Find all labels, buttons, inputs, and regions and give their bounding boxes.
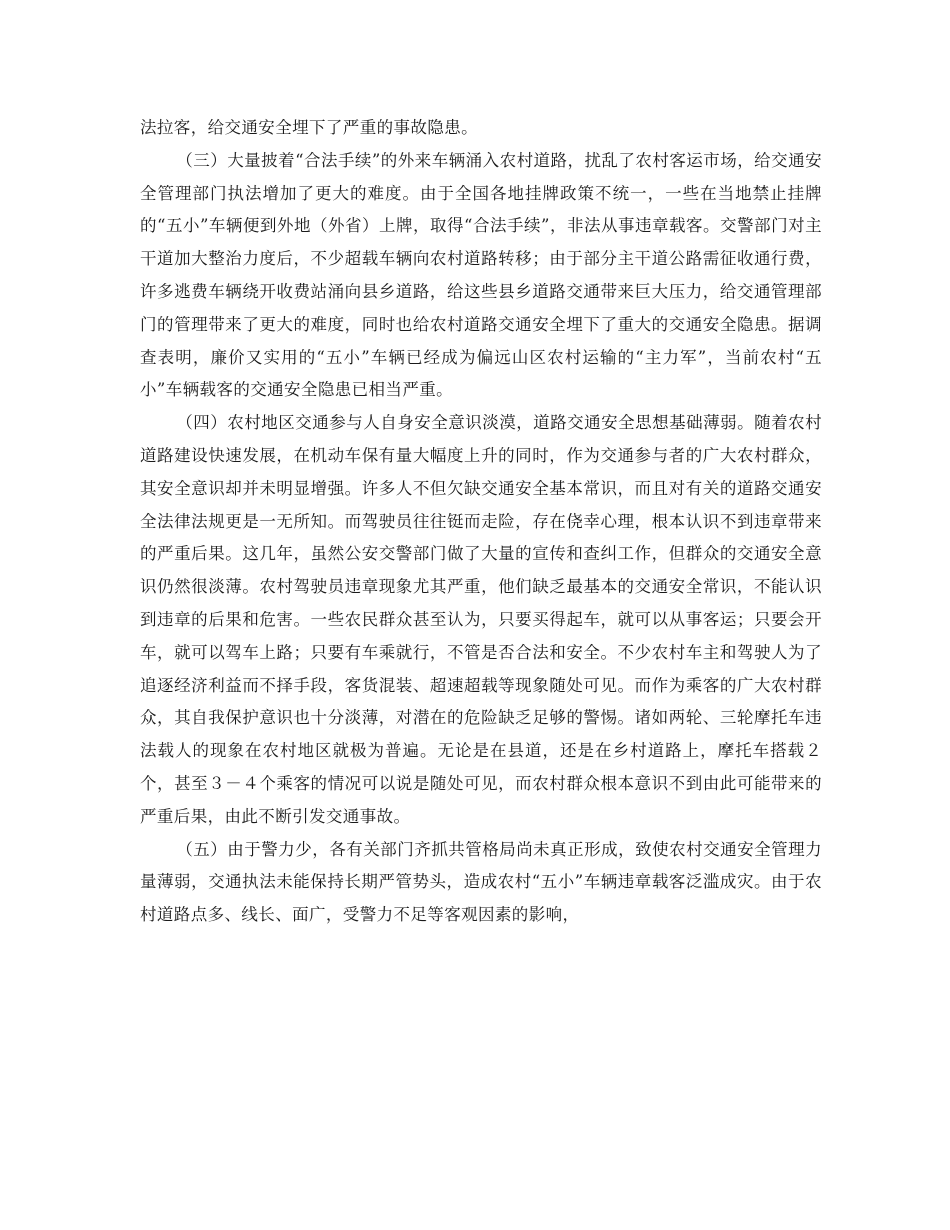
paragraph-section-five: （五）由于警力少，各有关部门齐抓共管格局尚未真正形成，致使农村交通安全管理力量薄弱，交通执法未能保持长期严管势头，造成农村“五小”车辆违章载客泛滥成灾。由于农村道路点多、线长、面广，受警力不足等客观因素的影响，: [140, 839, 822, 925]
document-body: [140, 112, 822, 932]
paragraph-continuation: 法拉客，给交通安全埋下了严重的事故隐患。: [140, 118, 478, 137]
paragraph-section-four: （四）农村地区交通参与人自身安全意识淡漠，道路交通安全思想基础薄弱。随着农村道路建设快速发展，在机动车保有量大幅度上升的同时，作为交通参与者的广大农村群众，其安全意识却并未明显增强。许多人不但欠缺交通安全基本常识，而且对有关的道路交通安全法律法规更是一无所知。而驾驶员往往铤而走险，存在侥幸心理，根本认识不到违章带来的严重后果。这几年，虽然公安交警部门做了大量的宣传和查纠工作，但群众的交通安全意识仍然很淡薄。农村驾驶员违章现象尤其严重，他们缺乏最基本的交通安全常识，不能认识到违章的后果和危害。一些农民群众甚至认为，只要买得起车，就可以从事客运；只要会开车，就可以驾车上路；只要有车乘就行，不管是否合法和安全。不少农村车主和驾驶人为了追逐经济利益而不择手段，客货混装、超速超载等现象随处可见。而作为乘客的广大农村群众，其自我保护意识也十分淡薄，对潜在的危险缺乏足够的警惕。诸如两轮、三轮摩托车违法载人的现象在农村地区就极为普遍。无论是在县道，还是在乡村道路上，摩托车搭载２个，甚至３－４个乘客的情况可以说是随处可见，而农村群众根本意识不到由此可能带来的严重后果，由此不断引发交通事故。: [140, 413, 822, 826]
paragraph-section-three: （三）大量披着“合法手续”的外来车辆涌入农村道路，扰乱了农村客运市场，给交通安全管理部门执法增加了更大的难度。由于全国各地挂牌政策不统一，一些在当地禁止挂牌的“五小”车辆便到外地（外省）上牌，取得“合法手续”，非法从事违章载客。交警部门对主干道加大整治力度后，不少超载车辆向农村道路转移；由于部分主干道公路需征收通行费，许多逃费车辆绕开收费站涌向县乡道路，给这些县乡道路交通带来巨大压力，给交通管理部门的管理带来了更大的难度，同时也给农村道路交通安全埋下了重大的交通安全隐患。据调查表明，廉价又实用的“五小”车辆已经成为偏远山区农村运输的“主力军”，当前农村“五小”车辆载客的交通安全隐患已相当严重。: [140, 150, 822, 400]
